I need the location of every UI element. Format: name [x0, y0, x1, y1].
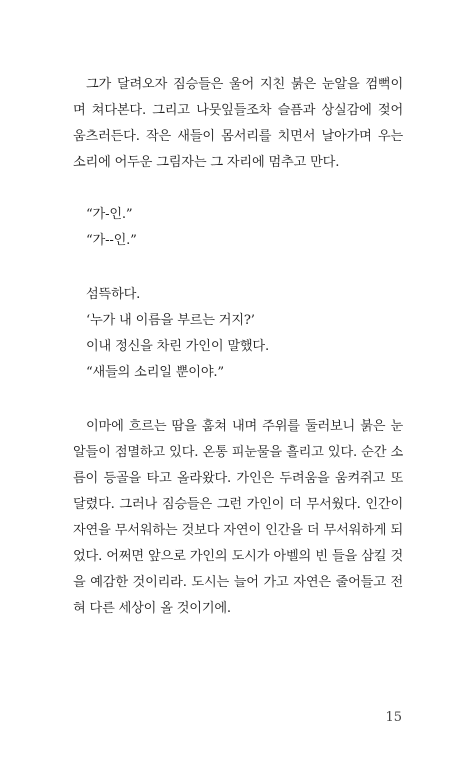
paragraph-4-line-8: 혀 다른 세상이 올 것이기에. [73, 601, 231, 616]
dialogue-line-2: “가--인.” [86, 233, 137, 248]
paragraph-4-line-3: 름이 등골을 타고 올라왔다. 가인은 두려움을 움켜쥐고 또 [73, 471, 403, 486]
paragraph-3-line-2: ‘누가 내 이름을 부르는 거지?’ [86, 313, 255, 328]
paragraph-1-line-2: 며 쳐다본다. 그리고 나뭇잎들조차 슬픔과 상실감에 젖어 [73, 103, 403, 118]
paragraph-1-line-1: 그가 달려오자 짐승들은 울어 지친 붉은 눈알을 껌뻑이 [86, 77, 403, 92]
paragraph-4-line-6: 었다. 어쩌면 앞으로 가인의 도시가 아벨의 빈 들을 삼킬 것 [73, 549, 403, 564]
paragraph-4-line-2: 알들이 점멸하고 있다. 온통 피눈물을 흘리고 있다. 순간 소 [73, 445, 403, 460]
paragraph-4-line-5: 자연을 무서워하는 것보다 자연이 인간을 더 무서워하게 되 [73, 523, 403, 538]
paragraph-1-line-4: 소리에 어두운 그림자는 그 자리에 멈추고 만다. [73, 155, 340, 170]
paragraph-4-line-7: 을 예감한 것이리라. 도시는 늘어 가고 자연은 줄어들고 전 [73, 575, 403, 590]
page-number: 15 [385, 710, 402, 725]
paragraph-4-line-1: 이마에 흐르는 땀을 훔쳐 내며 주위를 둘러보니 붉은 눈 [86, 419, 403, 434]
dialogue-line-1: “가-인.” [86, 207, 133, 222]
paragraph-4-line-4: 달렸다. 그러나 짐승들은 그런 가인이 더 무서웠다. 인간이 [73, 497, 403, 512]
paragraph-3-line-1: 섬뜩하다. [86, 287, 141, 302]
paragraph-3-line-3: 이내 정신을 차린 가인이 말했다. [86, 339, 269, 354]
paragraph-1-line-3: 움츠러든다. 작은 새들이 몸서리를 치면서 날아가며 우는 [73, 129, 403, 144]
paragraph-3-line-4: “새들의 소리일 뿐이야.” [86, 365, 224, 380]
